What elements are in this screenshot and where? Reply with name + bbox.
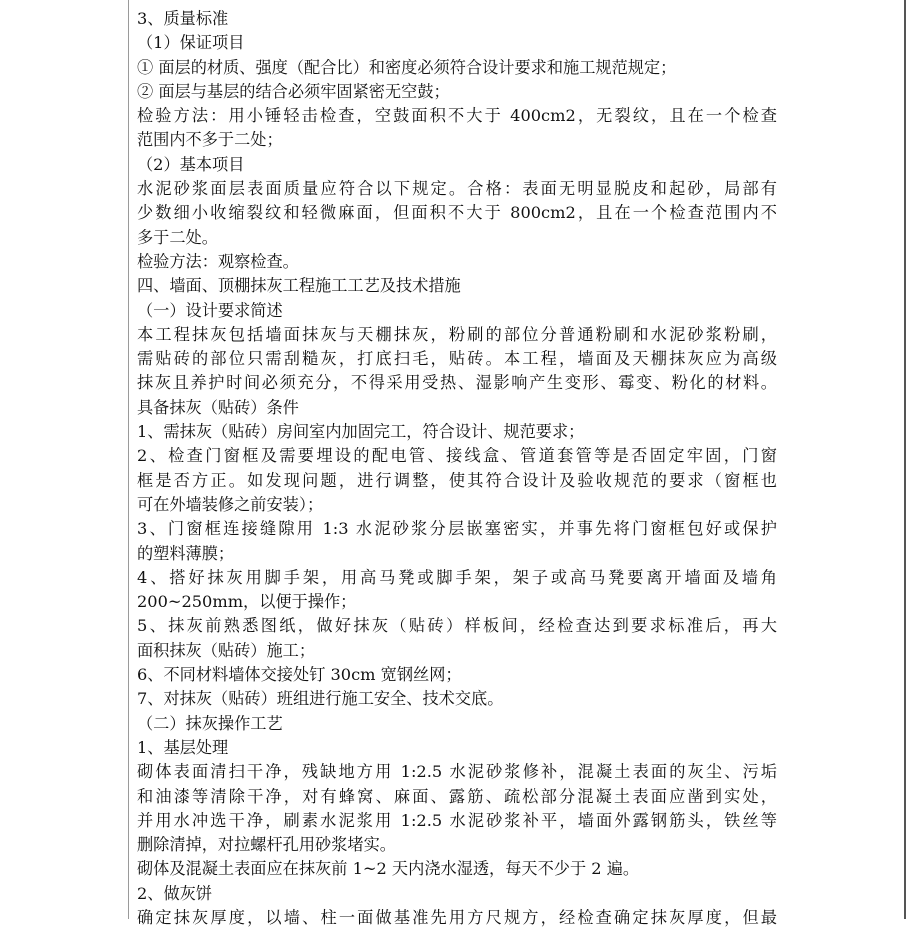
section-heading-quality-standard: 3、质量标准	[137, 9, 229, 28]
subheading-make-plaster-cakes: 2、做灰饼	[137, 883, 213, 903]
list-item: 2、检查门窗框及需要埋设的配电管、接线盒、管道套管等是否固定牢固，门窗	[137, 446, 777, 466]
page-left-border	[128, 0, 129, 919]
subheading-base-treatment: 1、基层处理	[137, 737, 229, 757]
text-line: 砌体表面清扫干净，残缺地方用 1:2.5 水泥砂浆修补，混凝土表面的灰尘、污垢	[137, 762, 777, 782]
text-line: 具备抹灰（贴砖）条件	[137, 397, 299, 417]
text-line: 确定抹灰厚度，以墙、柱一面做基准先用方尺规方，经检查确定抹灰厚度，但最	[137, 907, 777, 927]
subheading-design-requirements: （一）设计要求简述	[137, 300, 283, 320]
text-line: 本工程抹灰包括墙面抹灰与天棚抹灰，粉刷的部位分普通粉刷和水泥砂浆粉刷，	[137, 324, 777, 344]
subheading-plastering-process: （二）抹灰操作工艺	[137, 713, 283, 733]
text-line: ① 面层的材质、强度（配合比）和密度必须符合设计要求和施工规范规定；	[137, 57, 677, 77]
list-item: 5、抹灰前熟悉图纸，做好抹灰（贴砖）样板间，经检查达到要求标准后，再大	[137, 616, 777, 636]
text-line: 框是否方正。如发现问题，进行调整，使其符合设计及验收规范的要求（窗框也	[137, 470, 777, 490]
text-line: 范围内不多于二处；	[137, 130, 283, 150]
section-heading-plastering: 四、墙面、顶棚抹灰工程施工工艺及技术措施	[137, 276, 461, 296]
text-line: 200~250mm，以便于操作；	[137, 592, 357, 612]
text-line: 删除清掉，对拉螺杆孔用砂浆堵实。	[137, 835, 396, 855]
text-line: 检验方法：用小锤轻击检查，空鼓面积不大于 400cm2，无裂纹，且在一个检查	[137, 106, 777, 126]
text-line: 的塑料薄膜；	[137, 543, 235, 563]
text-line: ② 面层与基层的结合必须牢固紧密无空鼓；	[137, 81, 450, 101]
text-line: 需贴砖的部位只需刮糙灰，打底扫毛，贴砖。本工程，墙面及天棚抹灰应为高级	[137, 349, 777, 369]
text-line: 检验方法：观察检查。	[137, 251, 299, 271]
subheading-basic-items: （2）基本项目	[137, 154, 245, 174]
list-item: 6、不同材料墙体交接处钉 30cm 宽钢丝网；	[137, 665, 462, 685]
text-line: 抹灰且养护时间必须充分，不得采用受热、湿影响产生变形、霉变、粉化的材料。	[137, 373, 777, 393]
text-line: 多于二处。	[137, 227, 218, 247]
text-line: 砌体及混凝土表面应在抹灰前 1~2 天内浇水湿透，每天不少于 2 遍。	[137, 859, 640, 879]
list-item: 1、需抹灰（贴砖）房间室内加固完工，符合设计、规范要求；	[137, 422, 585, 442]
text-line: 并用水冲选干净，刷素水泥浆用 1:2.5 水泥砂浆补平，墙面外露钢筋头，铁丝等	[137, 810, 777, 830]
list-item: 4、搭好抹灰用脚手架，用高马凳或脚手架，架子或高马凳要离开墙面及墙角	[137, 567, 777, 587]
list-item: 7、对抹灰（贴砖）班组进行施工安全、技术交底。	[137, 689, 504, 709]
text-line: 面积抹灰（贴砖）施工；	[137, 640, 316, 660]
text-line: 可在外墙装修之前安装）；	[137, 494, 324, 514]
subheading-guarantee-items: （1）保证项目	[137, 33, 245, 53]
text-line: 水泥砂浆面层表面质量应符合以下规定。合格：表面无明显脱皮和起砂，局部有	[137, 179, 777, 199]
list-item: 3、门窗框连接缝隙用 1:3 水泥砂浆分层嵌塞密实，并事先将门窗框包好或保护	[137, 519, 777, 539]
text-line: 少数细小收缩裂纹和轻微麻面，但面积不大于 800cm2，且在一个检查范围内不	[137, 203, 777, 223]
document-body	[137, 7, 777, 930]
text-line: 和油漆等清除干净，对有蜂窝、麻面、露筋、疏松部分混凝土表面应凿到实处，	[137, 786, 777, 806]
page-right-border	[904, 0, 906, 919]
